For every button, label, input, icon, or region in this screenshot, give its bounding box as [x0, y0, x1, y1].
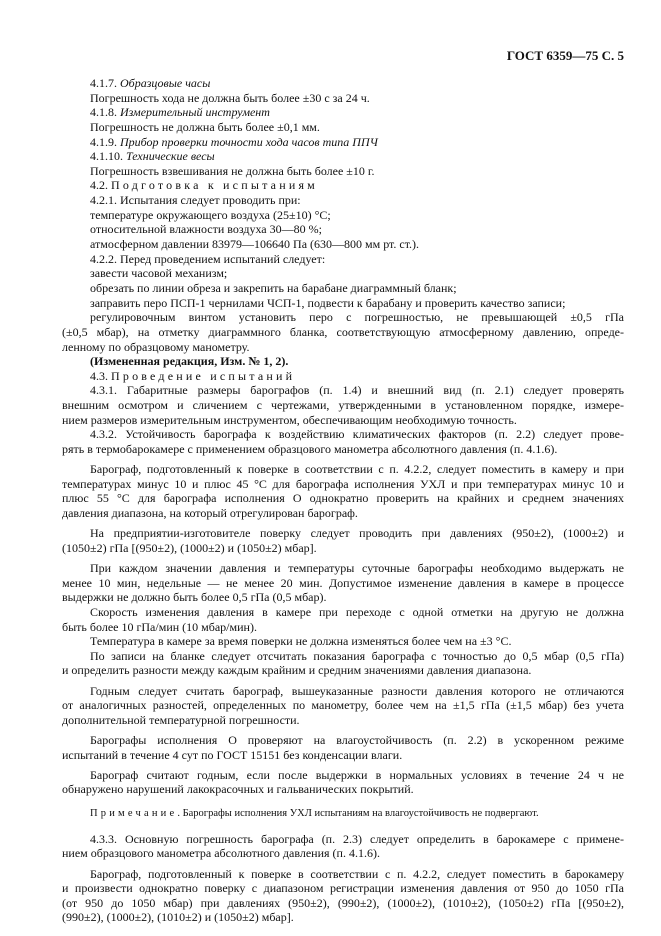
text-segment: Барограф, подготовленный к поверке в соответствии с п. 4.2.2, следует поместить в барокамеру	[90, 866, 624, 881]
text-line	[62, 296, 624, 311]
text-segment: Скорость изменения давления в камере при переходе с одной отметки на другую не должна	[90, 604, 624, 619]
text-segment: атмосферном давлении 83979—106640 Па (630—800 мм рт. ст.).	[90, 237, 420, 252]
text-line	[62, 561, 624, 576]
text-line	[62, 477, 624, 492]
text-segment: По записи на бланке следует отсчитать показания барографа с точностью до 0,5 мбар (0,5 гПа)	[90, 648, 624, 663]
text-segment: 4.3.2. Устойчивость барографа к воздействию климатических факторов (п. 2.2) следует прове-	[90, 427, 624, 442]
text-segment: рять в термобарокамере с применением образцового манометра абсолютного давления (п. 4.1.6).	[62, 442, 558, 457]
text-segment: нием размеров измерительным инструментом, обеспечивающим необходимую точность.	[62, 412, 517, 427]
text-line	[62, 222, 624, 237]
text-segment: 4.1.9.	[90, 134, 120, 149]
text-line	[62, 120, 624, 135]
text-line	[62, 867, 624, 882]
text-line	[62, 266, 624, 281]
italic-heading: Технические весы	[126, 149, 215, 164]
text-line	[62, 178, 624, 193]
text-segment: 4.3.3. Основную погрешность барографа (п. 2.3) следует определить в барокамере с примене-	[90, 831, 624, 846]
text-segment: и определить разности между каждым крайним и средним значениями давления диапазона.	[62, 663, 532, 678]
text-line	[62, 506, 624, 521]
text-line	[62, 576, 624, 591]
italic-heading: Измерительный инструмент	[120, 105, 270, 120]
text-line	[62, 620, 624, 635]
text-line	[62, 354, 624, 369]
text-line	[62, 149, 624, 164]
text-segment: Барограф считают годным, если после выдержки в нормальных условиях в течение 24 ч не	[90, 767, 624, 782]
text-segment: При каждом значении давления и температуры суточные барографы необходимо выдержать не	[90, 561, 624, 575]
text-line	[62, 237, 624, 252]
text-line	[62, 782, 624, 797]
text-segment: (990±2), (1000±2), (1010±2) и (1050±2) мбар].	[62, 910, 294, 925]
text-segment: 4.3.	[90, 368, 111, 383]
text-segment: 4.2.	[90, 178, 111, 193]
text-line	[62, 325, 624, 340]
text-line	[62, 733, 624, 748]
text-line	[62, 413, 624, 428]
text-segment: Годным следует считать барограф, вышеуказанные разности давления которого не отличаются	[90, 683, 624, 698]
text-line	[62, 193, 624, 208]
spaced-heading: Примечание	[90, 808, 178, 820]
text-line	[62, 164, 624, 179]
page-header-standard-number: ГОСТ 6359—75 С. 5	[506, 48, 624, 63]
text-line	[62, 748, 624, 763]
text-line	[62, 398, 624, 413]
text-segment: регулировочным винтом установить перо с погрешностью, не превышающей ±0,5 гПа	[90, 310, 624, 325]
text-segment: внешним осмотром и сличением с чертежами, утвержденными в установленном порядке, измере-	[62, 398, 624, 413]
text-segment: дополнительной температурной погрешности.	[62, 712, 300, 727]
text-line	[62, 881, 624, 896]
text-line	[62, 832, 624, 847]
text-segment: Погрешность не должна быть более ±0,1 мм.	[90, 119, 320, 134]
text-line	[62, 442, 624, 457]
text-line	[62, 590, 624, 605]
text-segment: и произвести однократно поверку с диапазоном регистрации изменения давления от 950 до 1050 гПа	[62, 881, 624, 896]
text-line	[62, 713, 624, 728]
text-line	[62, 698, 624, 713]
text-line	[62, 135, 624, 150]
text-line	[62, 684, 624, 699]
text-line	[62, 105, 624, 120]
text-line	[62, 76, 624, 91]
text-line	[62, 605, 624, 620]
text-line	[62, 208, 624, 223]
text-segment: Барографы исполнения О проверяют на влагоустойчивость (п. 2.2) в ускоренном режиме	[90, 733, 624, 748]
bold-note: (Измененная редакция, Изм. № 1, 2).	[90, 354, 289, 369]
text-line	[62, 768, 624, 783]
text-segment: 4.2.2. Перед проведением испытаний следует:	[90, 251, 326, 266]
text-segment: . Барографы исполнения УХЛ испытаниям на влагоустойчивость не подвергают.	[177, 808, 539, 820]
text-segment: ленному по образцовому манометру.	[62, 339, 250, 354]
text-segment: (±0,5 мбар), на отметку диаграммного бланка, соответствующую атмосферному давлению, опреде-	[62, 324, 624, 339]
text-segment: испытаний в течение 4 сут по ГОСТ 15151 без конденсации влаги.	[62, 747, 403, 762]
text-segment: плюс 55 °С для барографа исполнения О однократно проверить на крайних и среднем значениях	[62, 491, 624, 506]
text-line	[62, 281, 624, 296]
text-line	[62, 541, 624, 556]
text-line	[62, 846, 624, 861]
text-segment: температуре окружающего воздуха (25±10) °С;	[90, 207, 331, 222]
text-segment: 4.1.7.	[90, 76, 120, 90]
text-segment: (1050±2) гПа [(950±2), (1000±2) и (1050±2) мбар].	[62, 540, 317, 555]
text-line	[62, 663, 624, 678]
text-segment: 4.1.10.	[90, 149, 126, 164]
text-segment: 4.3.1. Габаритные размеры барографов (п. 1.4) и внешний вид (п. 2.1) следует проверять	[90, 383, 624, 398]
italic-heading: Образцовые часы	[120, 76, 211, 90]
text-segment: завести часовой механизм;	[90, 266, 228, 281]
text-line	[62, 340, 624, 355]
text-segment: Барограф, подготовленный к поверке в соответствии с п. 4.2.2, следует поместить в камеру и при	[90, 462, 624, 477]
text-line	[62, 491, 624, 506]
spaced-heading: Подготовка к испытаниям	[111, 178, 318, 193]
text-segment: давления диапазона, на который отрегулирован барограф.	[62, 506, 358, 521]
text-line	[62, 369, 624, 384]
text-line	[62, 252, 624, 267]
text-line	[62, 807, 624, 822]
text-line	[62, 383, 624, 398]
text-segment: быть более 10 гПа/мин (10 мбар/мин).	[62, 619, 257, 634]
text-line	[62, 462, 624, 477]
text-line	[62, 896, 624, 911]
text-segment: 4.1.8.	[90, 105, 120, 120]
italic-heading: Прибор проверки точности хода часов типа ППЧ	[120, 134, 378, 149]
text-line	[62, 310, 624, 325]
text-line	[62, 526, 624, 541]
text-line	[62, 649, 624, 664]
text-segment: Погрешность хода не должна быть более ±30 с за 24 ч.	[90, 90, 370, 105]
text-segment: (от 950 до 1050 мбар) при давлениях (950±2), (990±2), (1000±2), (1010±2), (1050±2) гПа [(950±2),	[62, 895, 624, 910]
text-segment: обрезать по линии обреза и закрепить на барабане диаграммный бланк;	[90, 280, 457, 295]
text-line	[62, 91, 624, 106]
document-body	[62, 76, 624, 925]
text-segment: температурах минус 10 и плюс 45 °С для барографа исполнения УХЛ и при температурах минус 10 и	[62, 476, 624, 491]
text-segment: обнаружено нарушений лакокрасочных и гальванических покрытий.	[62, 782, 414, 797]
text-segment: от аналогичных разностей, определенных по манометру, более чем на ±1,5 гПа (±1,5 мбар) без учета	[62, 698, 624, 713]
text-line	[62, 427, 624, 442]
spaced-heading: Проведение испытаний	[111, 368, 296, 383]
text-segment: выдержки не должно быть более 0,5 гПа (0,5 мбар).	[62, 590, 327, 605]
text-segment: 4.2.1. Испытания следует проводить при:	[90, 193, 301, 208]
text-segment: относительной влажности воздуха 30—80 %;	[90, 222, 322, 237]
text-line	[62, 910, 624, 925]
text-segment: менее 10 мин, недельные — не менее 20 мин. Допустимое изменение давления в камере в процессе	[62, 575, 624, 590]
text-segment: На предприятии-изготовителе поверку следует проводить при давлениях (950±2), (1000±2) и	[90, 526, 624, 541]
text-segment: Погрешность взвешивания не должна быть более ±10 г.	[90, 163, 375, 178]
text-segment: заправить перо ПСП-1 чернилами ЧСП-1, подвести к барабану и проверить качество записи;	[90, 295, 566, 310]
text-segment: Температура в камере за время поверки не должна изменяться более чем на ±3 °С.	[90, 634, 512, 649]
text-line	[62, 634, 624, 649]
text-segment: нием образцового манометра абсолютного давления (п. 4.1.6).	[62, 846, 380, 861]
